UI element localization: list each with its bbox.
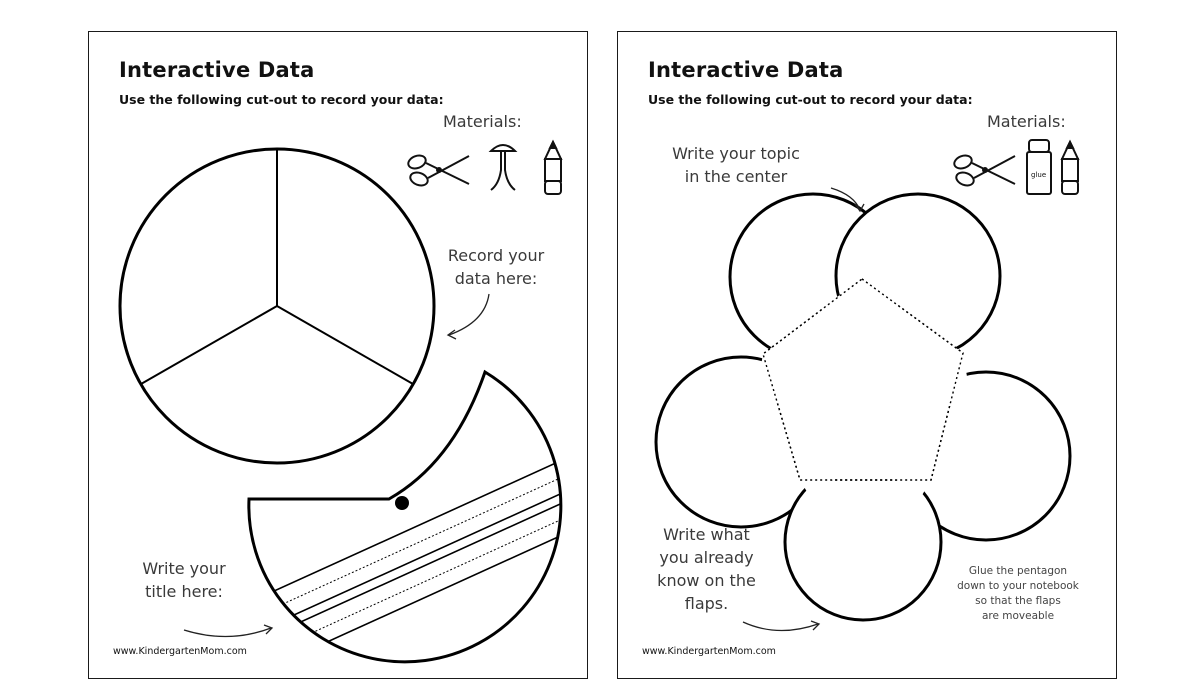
svg-text:glue: glue: [1031, 171, 1047, 179]
page-title: Interactive Data: [648, 58, 844, 82]
brad-fastener-icon: [491, 145, 515, 190]
flower-cutout-art: [618, 32, 1118, 680]
write-flaps-note: Write what you already know on the flaps.: [657, 525, 756, 613]
fastener-hole: [395, 496, 409, 510]
materials-label: Materials:: [987, 112, 1066, 131]
materials-label: Materials:: [443, 112, 522, 131]
footer-website: www.KindergartenMom.com: [113, 646, 247, 657]
arrow-to-title: [184, 628, 271, 637]
arrow-to-pie: [449, 294, 489, 335]
page-title: Interactive Data: [119, 58, 315, 82]
worksheet-page-pie-chart: [88, 31, 588, 679]
pie-circle: [120, 149, 434, 463]
page-subtitle: Use the following cut-out to record your data:: [119, 92, 444, 107]
worksheet-page-flower: [617, 31, 1117, 679]
pencil-icon: [545, 142, 561, 194]
flower-cutout: [656, 194, 1070, 620]
record-data-note: Record your data here:: [447, 246, 545, 288]
footer-website: www.KindergartenMom.com: [642, 646, 776, 657]
pie-cutout-art: [89, 32, 589, 680]
scissors-icon: [952, 153, 1015, 187]
glue-stick-icon: [1027, 140, 1051, 194]
write-title-note: Write your title here:: [142, 559, 226, 601]
arrow-to-flaps: [743, 622, 818, 631]
page-subtitle: Use the following cut-out to record your data:: [648, 92, 973, 107]
pencil-icon: [1062, 142, 1078, 194]
title-cover-cutout: [239, 372, 569, 682]
scissors-icon: [406, 153, 469, 187]
write-topic-note: Write your topic in the center: [672, 144, 800, 186]
glue-instructions-note: Glue the pentagon down to your notebook so that the flaps are moveable: [957, 565, 1079, 622]
